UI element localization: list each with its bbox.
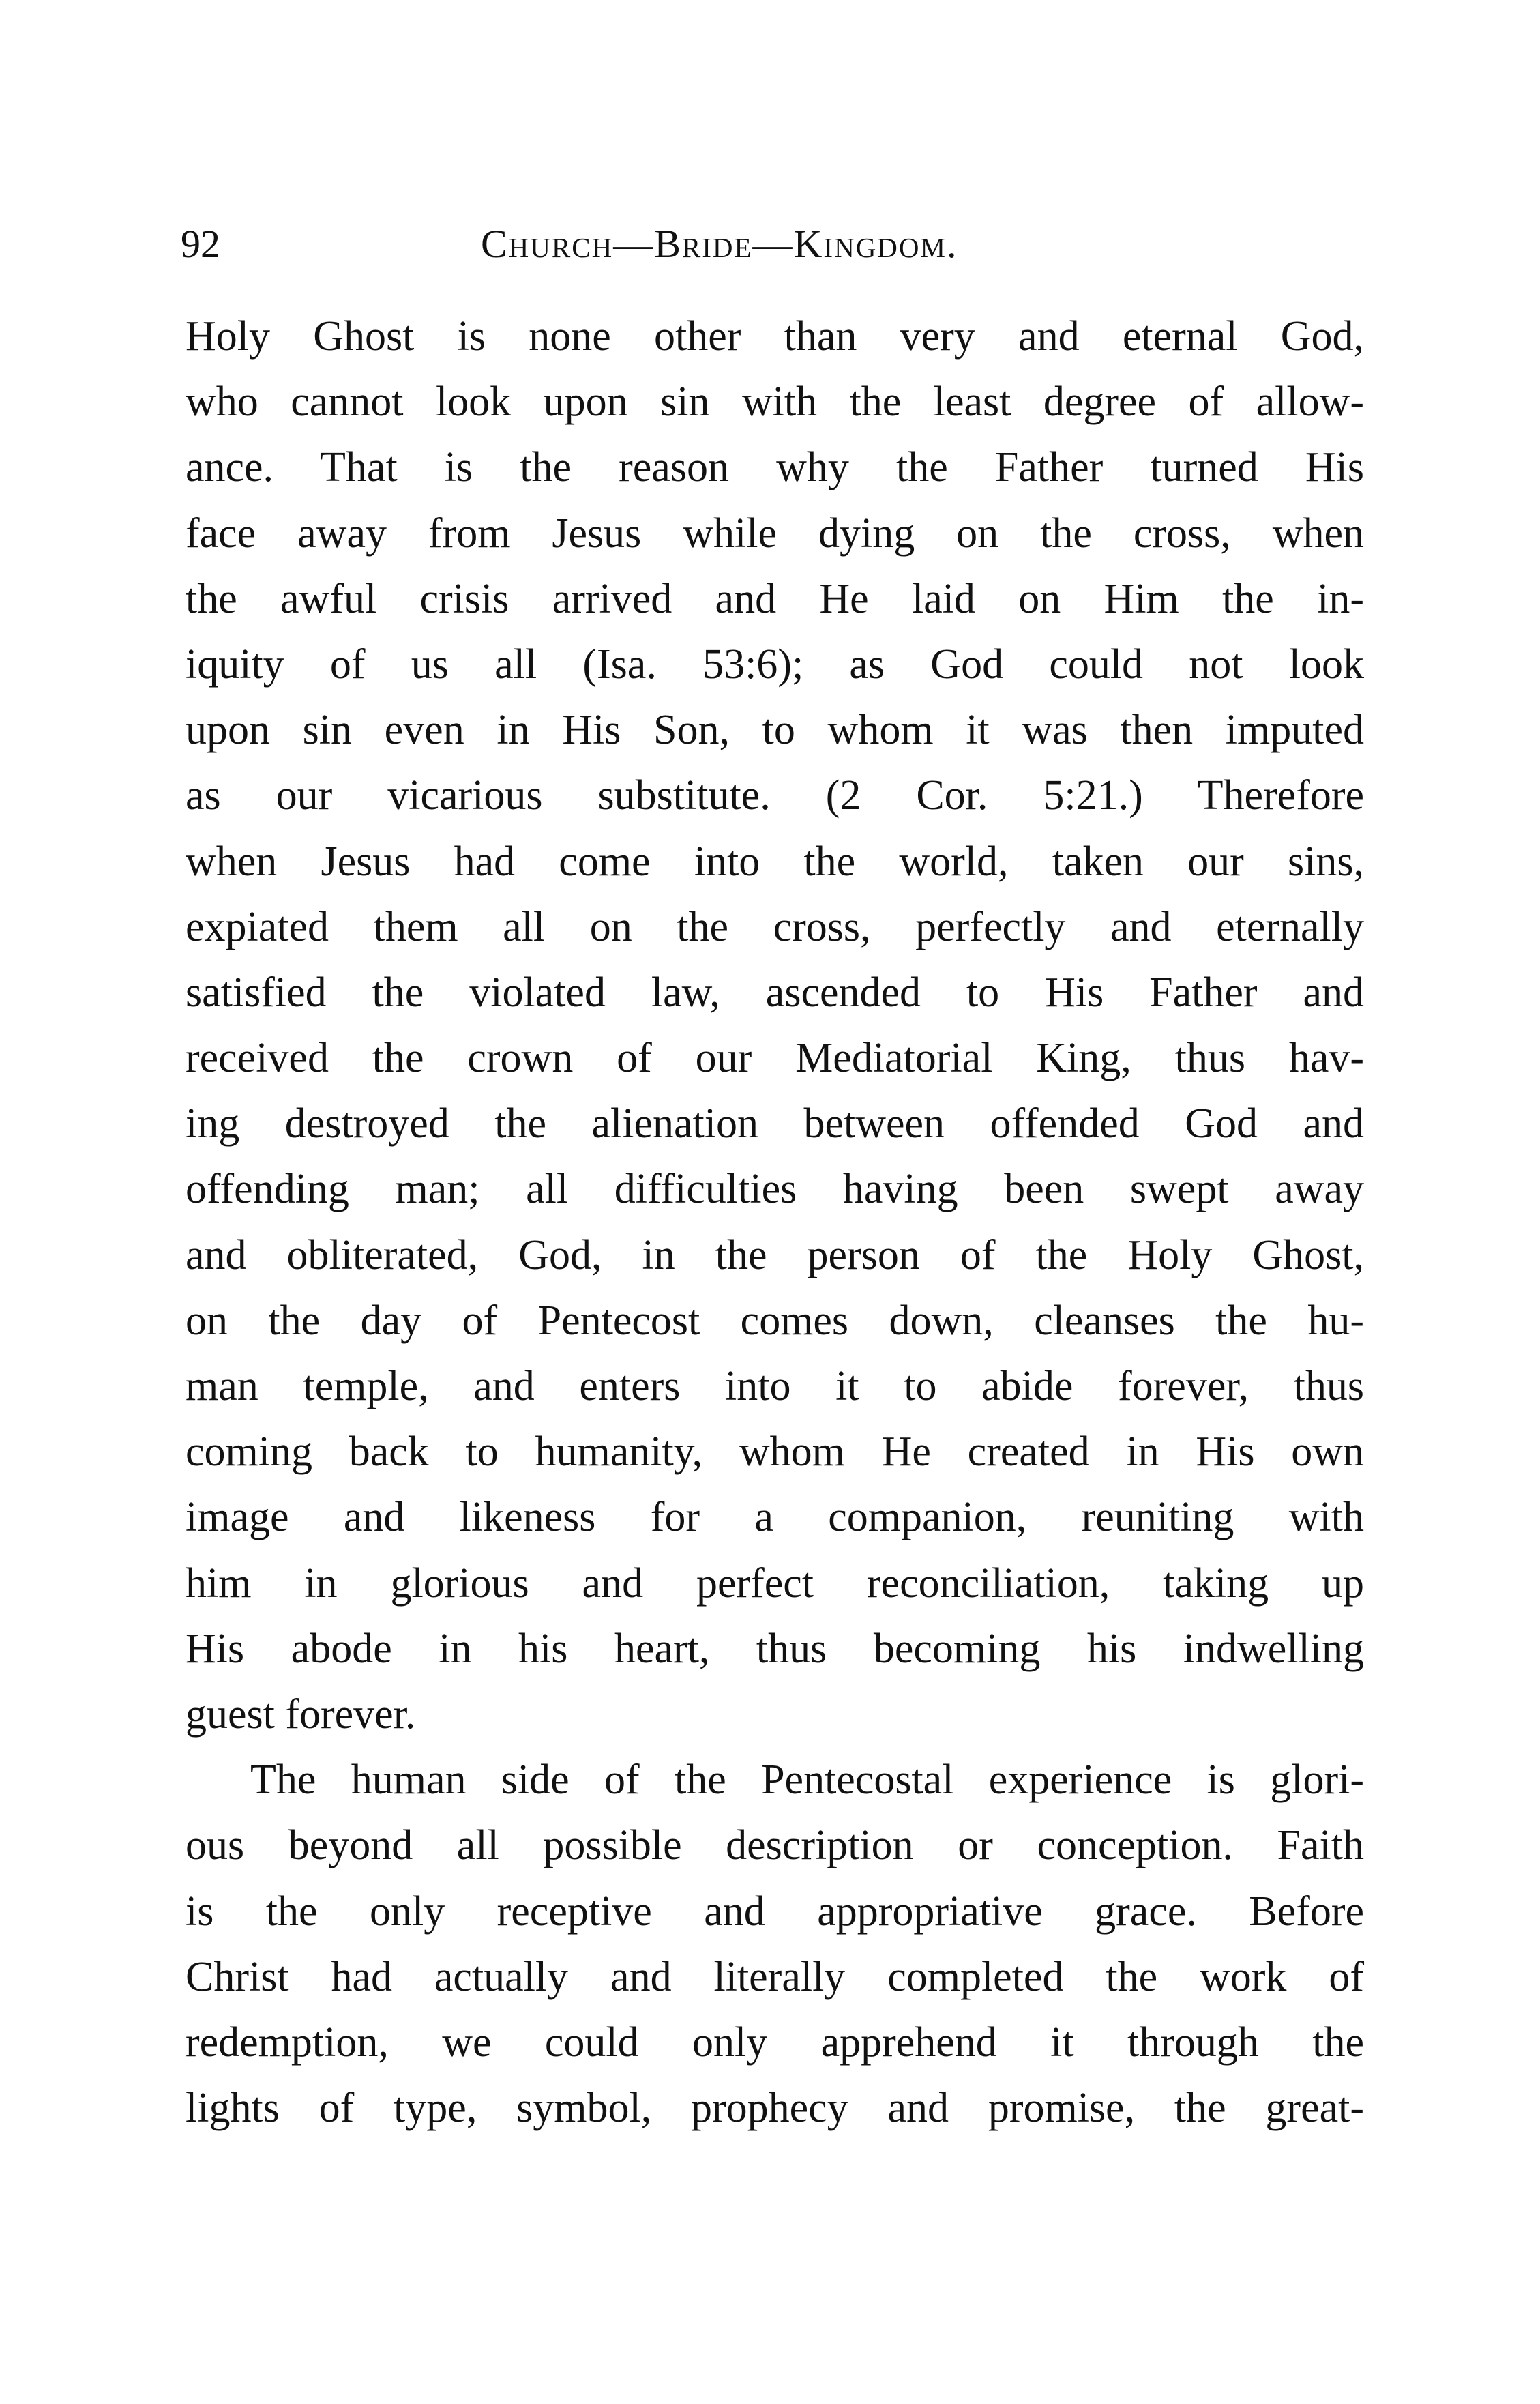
text-line: Holy Ghost is none other than very and eternal God, xyxy=(186,313,1364,360)
text-line: ous beyond all possible description or conception. Faith xyxy=(186,1822,1364,1869)
text-line: redemption, we could only apprehend it through the xyxy=(186,2019,1364,2066)
text-line: offending man; all difficulties having been swept away xyxy=(186,1166,1364,1213)
text-line: him in glorious and perfect reconciliation, taking up xyxy=(186,1559,1364,1607)
text-line: who cannot look upon sin with the least degree of allow- xyxy=(186,379,1364,426)
text-line: iquity of us all (Isa. 53:6); as God could not look xyxy=(186,641,1364,688)
page-number: 92 xyxy=(181,222,220,266)
text-line: image and likeness for a companion, reuniting with xyxy=(186,1494,1364,1541)
text-line: guest forever. xyxy=(186,1690,416,1738)
text-line: ing destroyed the alienation between offended God and xyxy=(186,1100,1364,1147)
text-line: when Jesus had come into the world, taken our sins, xyxy=(186,838,1364,885)
text-line: expiated them all on the cross, perfectly and eternally xyxy=(186,903,1364,950)
text-line: received the crown of our Mediatorial King, thus hav- xyxy=(186,1035,1364,1082)
text-line: His abode in his heart, thus becoming his indwelling xyxy=(186,1625,1364,1672)
text-line: is the only receptive and appropriative grace. Before xyxy=(186,1888,1364,1935)
text-line: upon sin even in His Son, to whom it was then imputed xyxy=(186,707,1364,754)
text-line: the awful crisis arrived and He laid on Him the in- xyxy=(186,575,1364,622)
paragraph-continued xyxy=(186,304,1364,1747)
text-line: Christ had actually and literally completed the work of xyxy=(186,1953,1364,2000)
text-line: and obliterated, God, in the person of the Holy Ghost, xyxy=(186,1231,1364,1278)
text-line: on the day of Pentecost comes down, cleanses the hu- xyxy=(186,1297,1364,1344)
text-line: man temple, and enters into it to abide forever, thus xyxy=(186,1363,1364,1409)
text-line: The human side of the Pentecostal experience is glori- xyxy=(250,1757,1364,1804)
body-text xyxy=(186,304,1364,2141)
running-title: Church—Bride—Kingdom. xyxy=(481,222,958,266)
text-line: satisfied the violated law, ascended to His Father and xyxy=(186,969,1364,1016)
text-line: ance. That is the reason why the Father turned His xyxy=(186,444,1364,491)
text-line: as our vicarious substitute. (2 Cor. 5:21.) Therefore xyxy=(186,772,1364,819)
text-line: coming back to humanity, whom He created in His own xyxy=(186,1428,1364,1476)
running-head xyxy=(181,217,1364,272)
text-line: face away from Jesus while dying on the cross, when xyxy=(186,510,1364,557)
paragraph-pentecostal-experience xyxy=(186,1747,1364,2141)
text-line: lights of type, symbol, prophecy and promise, the great- xyxy=(186,2085,1364,2132)
